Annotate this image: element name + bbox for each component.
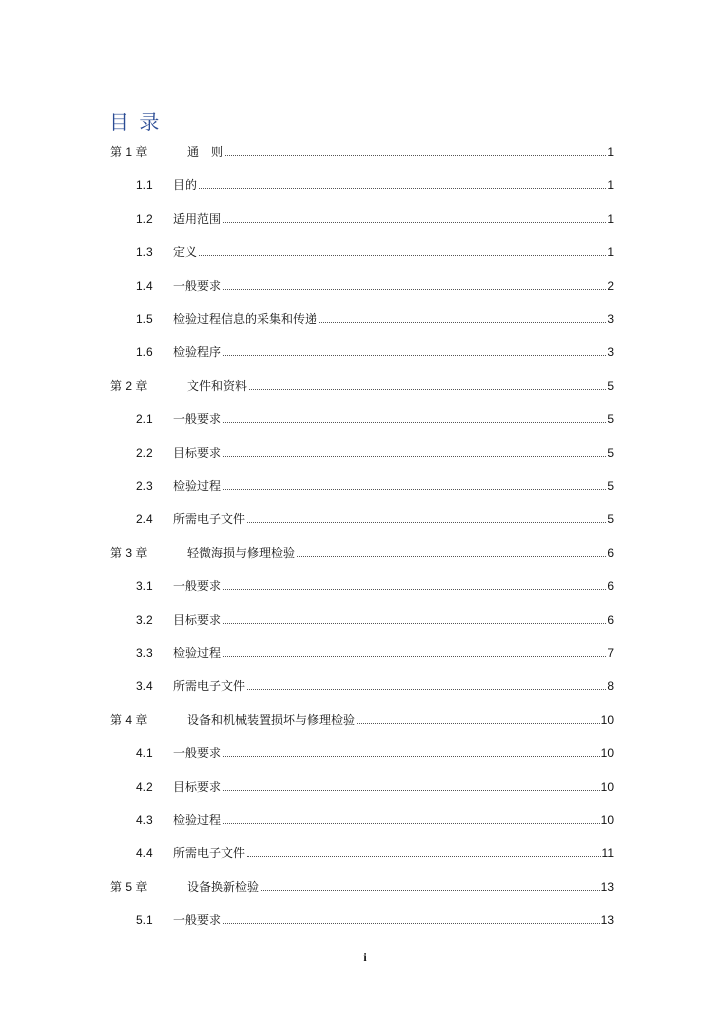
section-number: 2.4 — [136, 512, 153, 527]
toc-section-entry — [110, 412, 614, 426]
chapter-title: 轻微海损与修理检验 — [187, 545, 296, 560]
section-title: 一般要求 — [173, 412, 222, 427]
dot-leader — [247, 522, 606, 523]
entry-page-number: 3 — [607, 312, 614, 326]
toc-title: 目 录 — [109, 110, 162, 134]
toc-chapter-entry — [110, 713, 614, 727]
dot-leader — [223, 489, 606, 490]
toc-section-entry — [110, 780, 614, 794]
entry-page-number: 5 — [607, 378, 614, 393]
section-number: 2.1 — [136, 412, 153, 427]
section-number: 2.2 — [136, 445, 153, 460]
chapter-title: 设备换新检验 — [187, 879, 260, 894]
dot-leader — [223, 623, 606, 624]
toc-section-entry — [110, 446, 614, 460]
toc-section-entry — [110, 212, 614, 226]
dot-leader — [223, 289, 606, 290]
dot-leader — [223, 355, 606, 356]
dot-leader — [223, 790, 600, 791]
chapter-title: 设备和机械装置损坏与修理检验 — [187, 712, 356, 727]
toc-section-entry — [110, 279, 614, 293]
section-title: 目标要求 — [173, 612, 222, 627]
section-title: 目的 — [173, 178, 198, 193]
dot-leader — [357, 723, 600, 724]
toc-section-entry — [110, 245, 614, 259]
section-number: 1.3 — [136, 245, 153, 260]
dot-leader — [225, 155, 606, 156]
entry-page-number: 1 — [607, 245, 614, 260]
dot-leader — [223, 923, 600, 924]
entry-page-number: 2 — [607, 278, 614, 293]
chapter-number: 第 5 章 — [110, 879, 148, 894]
dot-leader — [297, 556, 606, 557]
section-number: 2.3 — [136, 479, 153, 493]
chapter-title: 文件和资料 — [187, 378, 248, 393]
section-title: 一般要求 — [173, 913, 222, 928]
section-title: 检验过程 — [173, 646, 222, 660]
section-number: 4.4 — [136, 846, 153, 861]
entry-page-number: 8 — [607, 679, 614, 694]
entry-page-number: 1 — [607, 211, 614, 226]
entry-page-number: 1 — [607, 178, 614, 193]
entry-page-number: 1 — [607, 145, 614, 159]
section-number: 1.6 — [136, 345, 153, 360]
section-number: 1.1 — [136, 178, 153, 193]
footer-page-number: i — [363, 950, 367, 964]
entry-page-number: 6 — [607, 545, 614, 560]
chapter-number: 第 3 章 — [110, 545, 148, 560]
entry-page-number: 10 — [600, 779, 614, 794]
section-title: 检验过程 — [173, 479, 222, 493]
section-title: 适用范围 — [173, 211, 222, 226]
entry-page-number: 3 — [607, 345, 614, 360]
dot-leader — [223, 756, 600, 757]
dot-leader — [223, 656, 606, 657]
section-number: 1.4 — [136, 278, 153, 293]
section-title: 所需电子文件 — [173, 512, 246, 527]
section-number: 4.3 — [136, 813, 153, 827]
section-title: 所需电子文件 — [173, 679, 246, 694]
entry-page-number: 5 — [607, 445, 614, 460]
section-number: 1.2 — [136, 211, 153, 226]
section-number: 3.3 — [136, 646, 153, 660]
section-title: 所需电子文件 — [173, 846, 246, 861]
entry-page-number: 6 — [607, 612, 614, 627]
toc-chapter-entry — [110, 379, 614, 393]
entry-page-number: 10 — [600, 712, 614, 727]
toc-section-entry — [110, 813, 614, 827]
toc-chapter-entry — [110, 880, 614, 894]
chapter-number: 第 2 章 — [110, 378, 148, 393]
dot-leader — [247, 689, 606, 690]
toc-chapter-entry — [110, 145, 614, 159]
section-number: 4.2 — [136, 779, 153, 794]
section-title: 检验过程信息的采集和传递 — [173, 312, 318, 326]
entry-page-number: 7 — [607, 646, 614, 660]
section-number: 5.1 — [136, 913, 153, 928]
entry-page-number: 10 — [600, 813, 614, 827]
toc-section-entry — [110, 345, 614, 359]
toc-section-entry — [110, 679, 614, 693]
dot-leader — [261, 890, 600, 891]
dot-leader — [223, 422, 606, 423]
entry-page-number: 5 — [607, 412, 614, 427]
section-number: 4.1 — [136, 746, 153, 761]
dot-leader — [199, 188, 606, 189]
entry-page-number: 6 — [607, 579, 614, 594]
dot-leader — [223, 456, 606, 457]
dot-leader — [199, 255, 606, 256]
section-number: 1.5 — [136, 312, 153, 326]
dot-leader — [223, 589, 606, 590]
entry-page-number: 11 — [601, 846, 614, 861]
section-number: 3.4 — [136, 679, 153, 694]
entry-page-number: 10 — [600, 746, 614, 761]
dot-leader — [249, 389, 606, 390]
toc-section-entry — [110, 178, 614, 192]
section-title: 检验程序 — [173, 345, 222, 360]
entry-page-number: 13 — [600, 879, 614, 894]
dot-leader — [247, 856, 601, 857]
section-number: 3.1 — [136, 579, 153, 594]
section-title: 目标要求 — [173, 445, 222, 460]
toc-section-entry — [110, 846, 614, 860]
chapter-title: 通 则 — [187, 145, 224, 159]
chapter-number: 第 1 章 — [110, 145, 148, 159]
section-title: 定义 — [173, 245, 198, 260]
section-title: 一般要求 — [173, 278, 222, 293]
toc-section-entry — [110, 512, 614, 526]
toc-section-entry — [110, 613, 614, 627]
section-number: 3.2 — [136, 612, 153, 627]
section-title: 检验过程 — [173, 813, 222, 827]
entry-page-number: 13 — [600, 913, 614, 928]
entry-page-number: 5 — [607, 479, 614, 493]
entry-page-number: 5 — [607, 512, 614, 527]
section-title: 一般要求 — [173, 746, 222, 761]
toc-chapter-entry — [110, 546, 614, 560]
section-title: 目标要求 — [173, 779, 222, 794]
dot-leader — [223, 222, 606, 223]
toc-section-entry — [110, 913, 614, 927]
toc-section-entry — [110, 746, 614, 760]
toc-section-entry — [110, 312, 614, 326]
toc-section-entry — [110, 579, 614, 593]
dot-leader — [223, 823, 600, 824]
chapter-number: 第 4 章 — [110, 712, 148, 727]
section-title: 一般要求 — [173, 579, 222, 594]
dot-leader — [319, 322, 606, 323]
toc-section-entry — [110, 646, 614, 660]
toc-section-entry — [110, 479, 614, 493]
